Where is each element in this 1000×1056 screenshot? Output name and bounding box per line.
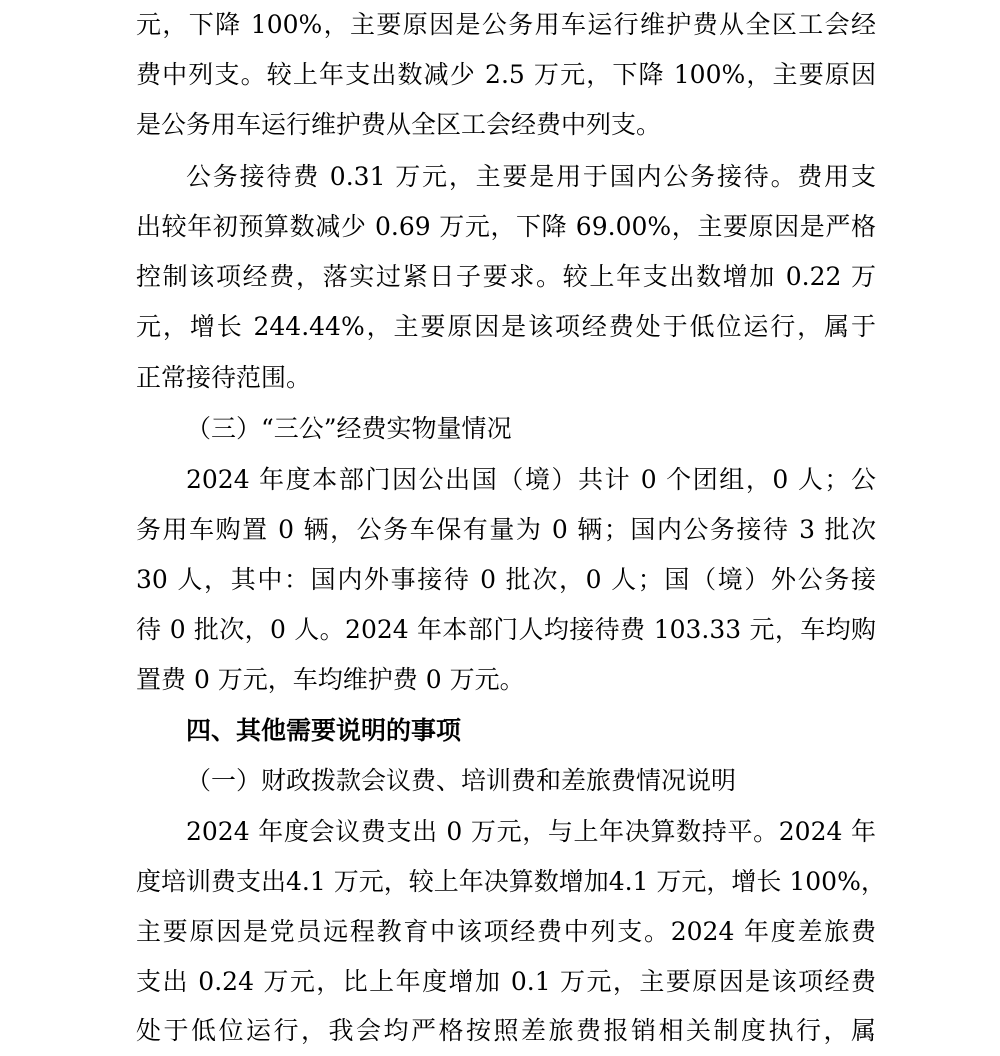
- paragraph-line: 是公务用车运行维护费从全区工会经费中列支。: [136, 110, 662, 139]
- paragraph-line: 2024 年度会议费支出 0 万元，与上年决算数持平。2024 年: [186, 817, 876, 846]
- paragraph-line: 出较年初预算数减少 0.69 万元，下降 69.00%，主要原因是严格: [136, 212, 876, 241]
- paragraph-line: 30 人，其中：国内外事接待 0 批次，0 人；国（境）外公务接: [136, 565, 876, 594]
- paragraph-line: 置费 0 万元，车均维护费 0 万元。: [136, 665, 525, 694]
- paragraph-line: 正常接待范围。: [136, 363, 312, 392]
- paragraph-line: 主要原因是党员远程教育中该项经费中列支。2024 年度差旅费: [136, 917, 876, 946]
- section-heading: 四、其他需要说明的事项: [186, 716, 462, 745]
- paragraph-line: 支出 0.24 万元，比上年度增加 0.1 万元，主要原因是该项经费: [136, 967, 876, 996]
- paragraph-line: 公务接待费 0.31 万元，主要是用于国内公务接待。费用支: [186, 162, 876, 191]
- paragraph-line: 费中列支。较上年支出数减少 2.5 万元，下降 100%，主要原因: [136, 60, 876, 89]
- paragraph-line: 度培训费支出4.1 万元，较上年决算数增加4.1 万元，增长 100%，: [136, 867, 886, 896]
- paragraph-line: 元，下降 100%，主要原因是公务用车运行维护费从全区工会经: [136, 10, 876, 39]
- paragraph-line: 2024 年度本部门因公出国（境）共计 0 个团组，0 人；公: [186, 465, 876, 494]
- paragraph-line: 务用车购置 0 辆，公务车保有量为 0 辆；国内公务接待 3 批次: [136, 515, 876, 544]
- paragraph-line: 处于低位运行，我会均严格按照差旅费报销相关制度执行，属: [136, 1016, 876, 1045]
- paragraph-line: 元，增长 244.44%，主要原因是该项经费处于低位运行，属于: [136, 312, 876, 341]
- subsection-heading: （三）“三公”经费实物量情况: [186, 414, 512, 443]
- paragraph-line: 控制该项经费，落实过紧日子要求。较上年支出数增加 0.22 万: [136, 262, 876, 291]
- paragraph-line: 待 0 批次，0 人。2024 年本部门人均接待费 103.33 元，车均购: [136, 615, 876, 644]
- subsection-heading: （一）财政拨款会议费、培训费和差旅费情况说明: [186, 766, 737, 795]
